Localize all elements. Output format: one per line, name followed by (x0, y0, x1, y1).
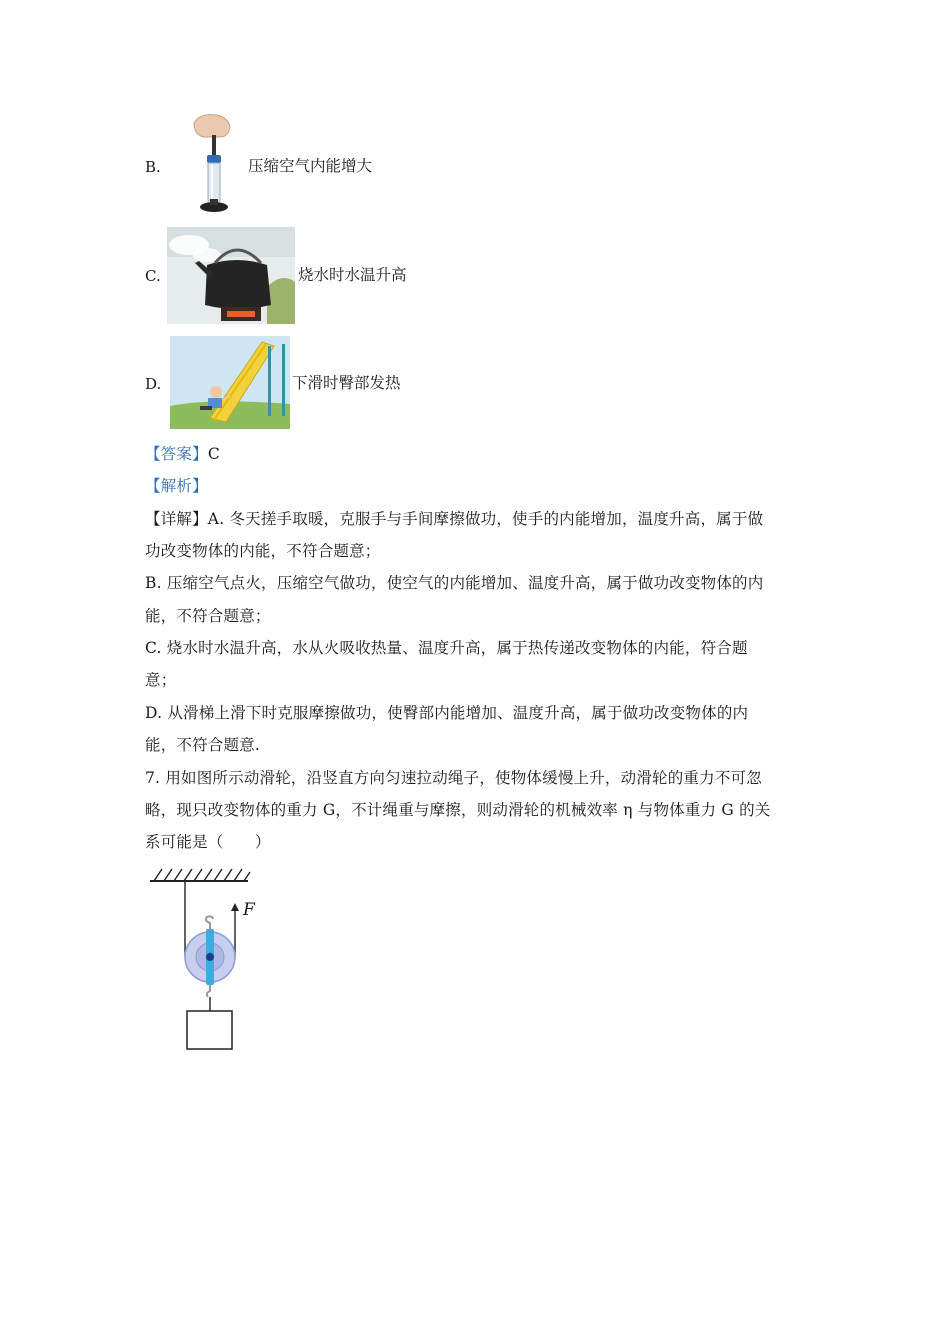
explanation-line: 功改变物体的内能，不符合题意； (145, 542, 381, 560)
question-7-line: 系可能是（ ） (145, 833, 271, 851)
explanation-line: D. 从滑梯上滑下时克服摩擦做功，使臀部内能增加、温度升高，属于做功改变物体的内 (145, 704, 749, 722)
pump-compress-air-image (190, 113, 240, 217)
force-label: F (243, 900, 255, 920)
question-7-line: 7. 用如图所示动滑轮，沿竖直方向匀速拉动绳子，使物体缓慢上升，动滑轮的重力不可忽 (145, 769, 762, 787)
movable-pulley-figure (145, 865, 255, 1055)
kettle-boiling-image (167, 227, 295, 324)
option-c-letter: C. (145, 267, 161, 285)
answer-value: C (207, 445, 220, 463)
explanation-line: B. 压缩空气点火，压缩空气做功，使空气的内能增加、温度升高，属于做功改变物体的内 (145, 574, 764, 592)
option-b-letter: B. (145, 158, 161, 176)
option-d-caption: 下滑时臀部发热 (292, 374, 401, 392)
explanation-line: 能，不符合题意. (145, 736, 261, 754)
option-d-letter: D. (145, 375, 162, 393)
answer-label: 【答案】 (145, 445, 208, 463)
question-7-line: 略，现只改变物体的重力 G，不计绳重与摩擦，则动滑轮的机械效率 η 与物体重力 G 的关 (145, 801, 771, 819)
analysis-row (145, 476, 208, 496)
explanation-line: 能，不符合题意； (145, 607, 271, 625)
explanation-line: 意； (145, 671, 177, 689)
child-slide-image (170, 336, 290, 429)
option-b-caption: 压缩空气内能增大 (248, 157, 373, 175)
option-c-caption: 烧水时水温升高 (298, 266, 407, 284)
answer-row (145, 444, 220, 464)
explanation-line: C. 烧水时水温升高，水从火吸收热量、温度升高，属于热传递改变物体的内能，符合题 (145, 639, 748, 657)
analysis-label: 【解析】 (145, 477, 208, 495)
explanation-line: 【详解】A. 冬天搓手取暖，克服手与手间摩擦做功，使手的内能增加，温度升高，属于做 (145, 510, 764, 528)
